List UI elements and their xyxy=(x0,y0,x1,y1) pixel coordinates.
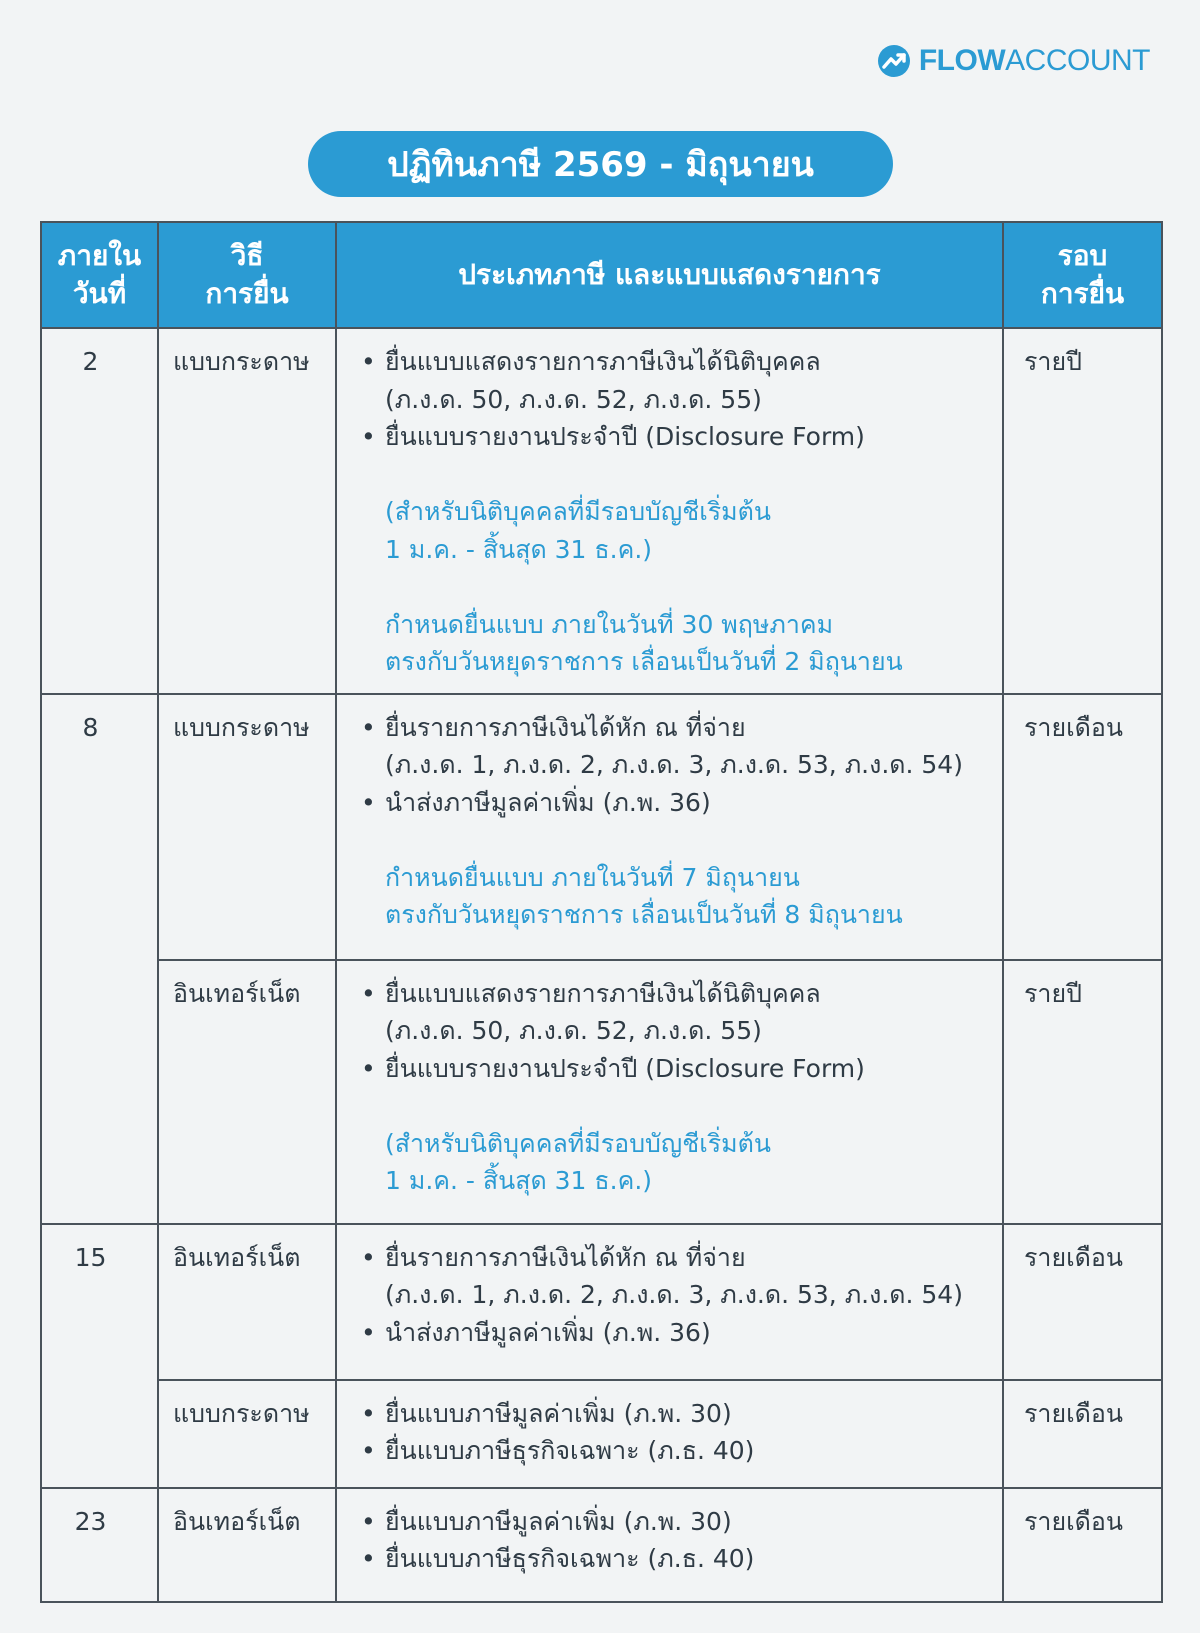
bullet-text: ยื่นรายการภาษีเงินได้หัก ณ ที่จ่าย xyxy=(385,712,746,742)
bullet-text: ยื่นแบบภาษีมูลค่าเพิ่ม (ภ.พ. 30) xyxy=(385,1506,732,1536)
cell-cycle: รายเดือน xyxy=(1003,1488,1162,1602)
note-text: (สำหรับนิติบุคคลที่มีรอบบัญชีเริ่มต้น xyxy=(385,497,771,526)
bullet-item xyxy=(361,784,994,822)
cell-cycle: รายเดือน xyxy=(1003,1380,1162,1488)
page-title: ปฏิทินภาษี 2569 - มิถุนายน xyxy=(308,131,893,197)
bullet-item xyxy=(361,709,994,784)
cell-cycle: รายเดือน xyxy=(1003,694,1162,960)
bullet-item xyxy=(361,1050,994,1088)
bullet-text: ยื่นแบบภาษีธุรกิจเฉพาะ (ภ.ธ. 40) xyxy=(385,1436,755,1465)
header-cycle: รอบ การยื่น xyxy=(1003,222,1162,328)
bullet-text-continued: (ภ.ง.ด. 50, ภ.ง.ด. 52, ภ.ง.ด. 55) xyxy=(385,1016,762,1045)
note-text: (สำหรับนิติบุคคลที่มีรอบบัญชีเริ่มต้น xyxy=(385,1128,771,1158)
table-row xyxy=(41,1380,1162,1488)
flowaccount-logo-icon xyxy=(877,44,911,78)
note-block xyxy=(361,859,994,934)
tax-calendar-table xyxy=(40,221,1163,1603)
bullet-text-continued: (ภ.ง.ด. 1, ภ.ง.ด. 2, ภ.ง.ด. 3, ภ.ง.ด. 53, ภ.ง.ด. 54) xyxy=(385,750,963,779)
cell-method: แบบกระดาษ xyxy=(158,694,336,960)
table-body xyxy=(41,328,1162,1602)
cell-day: 2 xyxy=(41,328,158,694)
note-block xyxy=(361,1125,994,1200)
cell-cycle: รายปี xyxy=(1003,328,1162,694)
cell-tax-type xyxy=(336,694,1003,960)
header-day: ภายใน วันที่ xyxy=(41,222,158,328)
bullet-dot-icon: • xyxy=(361,1506,376,1536)
bullet-text: นำส่งภาษีมูลค่าเพิ่ม (ภ.พ. 36) xyxy=(385,1317,711,1347)
table-row xyxy=(41,1488,1162,1602)
bullet-text: ยื่นรายการภาษีเงินได้หัก ณ ที่จ่าย xyxy=(385,1242,746,1272)
bullet-item xyxy=(361,343,994,418)
note-text: 1 ม.ค. - สิ้นสุด 31 ธ.ค.) xyxy=(385,1166,653,1195)
note-text: 1 ม.ค. - สิ้นสุด 31 ธ.ค.) xyxy=(385,534,653,564)
note-block xyxy=(361,606,994,681)
bullet-dot-icon: • xyxy=(361,422,376,451)
table-header-row xyxy=(41,222,1162,328)
cell-day: 8 xyxy=(41,694,158,1224)
note-text: ตรงกับวันหยุดราชการ เลื่อนเป็นวันที่ 2 มิถุนายน xyxy=(385,647,903,676)
cell-tax-type xyxy=(336,1380,1003,1488)
table-row xyxy=(41,1224,1162,1380)
bullet-text: ยื่นแบบรายงานประจำปี (Disclosure Form) xyxy=(385,1053,865,1083)
logo-wordmark: FLOWACCOUNT xyxy=(918,44,1150,77)
header-type: ประเภทภาษี และแบบแสดงรายการ xyxy=(336,222,1003,328)
cell-day: 23 xyxy=(41,1488,158,1602)
bullet-text-continued: (ภ.ง.ด. 50, ภ.ง.ด. 52, ภ.ง.ด. 55) xyxy=(385,384,762,414)
note-text: กำหนดยื่นแบบ ภายในวันที่ 30 พฤษภาคม xyxy=(385,609,834,639)
cell-day: 15 xyxy=(41,1224,158,1488)
bullet-item xyxy=(361,975,994,1050)
bullet-dot-icon: • xyxy=(361,347,376,376)
bullet-item xyxy=(361,1395,994,1433)
header-method: วิธี การยื่น xyxy=(158,222,336,328)
bullet-dot-icon: • xyxy=(361,1053,376,1083)
table-row xyxy=(41,960,1162,1224)
cell-method: อินเทอร์เน็ต xyxy=(158,1224,336,1380)
flowaccount-logo xyxy=(877,44,1150,78)
bullet-dot-icon: • xyxy=(361,978,376,1008)
cell-method: อินเทอร์เน็ต xyxy=(158,960,336,1224)
cell-tax-type xyxy=(336,1488,1003,1602)
cell-method: แบบกระดาษ xyxy=(158,1380,336,1488)
bullet-text: ยื่นแบบแสดงรายการภาษีเงินได้นิติบุคคล xyxy=(385,978,821,1008)
bullet-text: ยื่นแบบภาษีมูลค่าเพิ่ม (ภ.พ. 30) xyxy=(385,1398,732,1428)
bullet-dot-icon: • xyxy=(361,1436,376,1465)
bullet-text: ยื่นแบบรายงานประจำปี (Disclosure Form) xyxy=(385,422,865,451)
table-row xyxy=(41,694,1162,960)
bullet-item xyxy=(361,1540,994,1578)
bullet-item xyxy=(361,1314,994,1352)
bullet-dot-icon: • xyxy=(361,1544,376,1573)
cell-tax-type xyxy=(336,1224,1003,1380)
cell-cycle: รายเดือน xyxy=(1003,1224,1162,1380)
bullet-dot-icon: • xyxy=(361,1242,376,1272)
bullet-item xyxy=(361,1432,994,1470)
bullet-dot-icon: • xyxy=(361,1398,376,1428)
bullet-dot-icon: • xyxy=(361,712,376,742)
note-text: ตรงกับวันหยุดราชการ เลื่อนเป็นวันที่ 8 มิถุนายน xyxy=(385,900,903,929)
note-text: กำหนดยื่นแบบ ภายในวันที่ 7 มิถุนายน xyxy=(385,862,800,892)
note-block xyxy=(361,493,994,568)
bullet-text-continued: (ภ.ง.ด. 1, ภ.ง.ด. 2, ภ.ง.ด. 3, ภ.ง.ด. 53, ภ.ง.ด. 54) xyxy=(385,1280,963,1309)
bullet-item xyxy=(361,418,994,456)
bullet-text: ยื่นแบบแสดงรายการภาษีเงินได้นิติบุคคล xyxy=(385,347,821,376)
bullet-item xyxy=(361,1239,994,1314)
bullet-dot-icon: • xyxy=(361,1317,376,1347)
cell-method: อินเทอร์เน็ต xyxy=(158,1488,336,1602)
bullet-item xyxy=(361,1503,994,1541)
cell-cycle: รายปี xyxy=(1003,960,1162,1224)
bullet-text: นำส่งภาษีมูลค่าเพิ่ม (ภ.พ. 36) xyxy=(385,787,711,817)
cell-tax-type xyxy=(336,960,1003,1224)
cell-method: แบบกระดาษ xyxy=(158,328,336,694)
bullet-dot-icon: • xyxy=(361,787,376,817)
bullet-text: ยื่นแบบภาษีธุรกิจเฉพาะ (ภ.ธ. 40) xyxy=(385,1544,755,1573)
table-row xyxy=(41,328,1162,694)
cell-tax-type xyxy=(336,328,1003,694)
